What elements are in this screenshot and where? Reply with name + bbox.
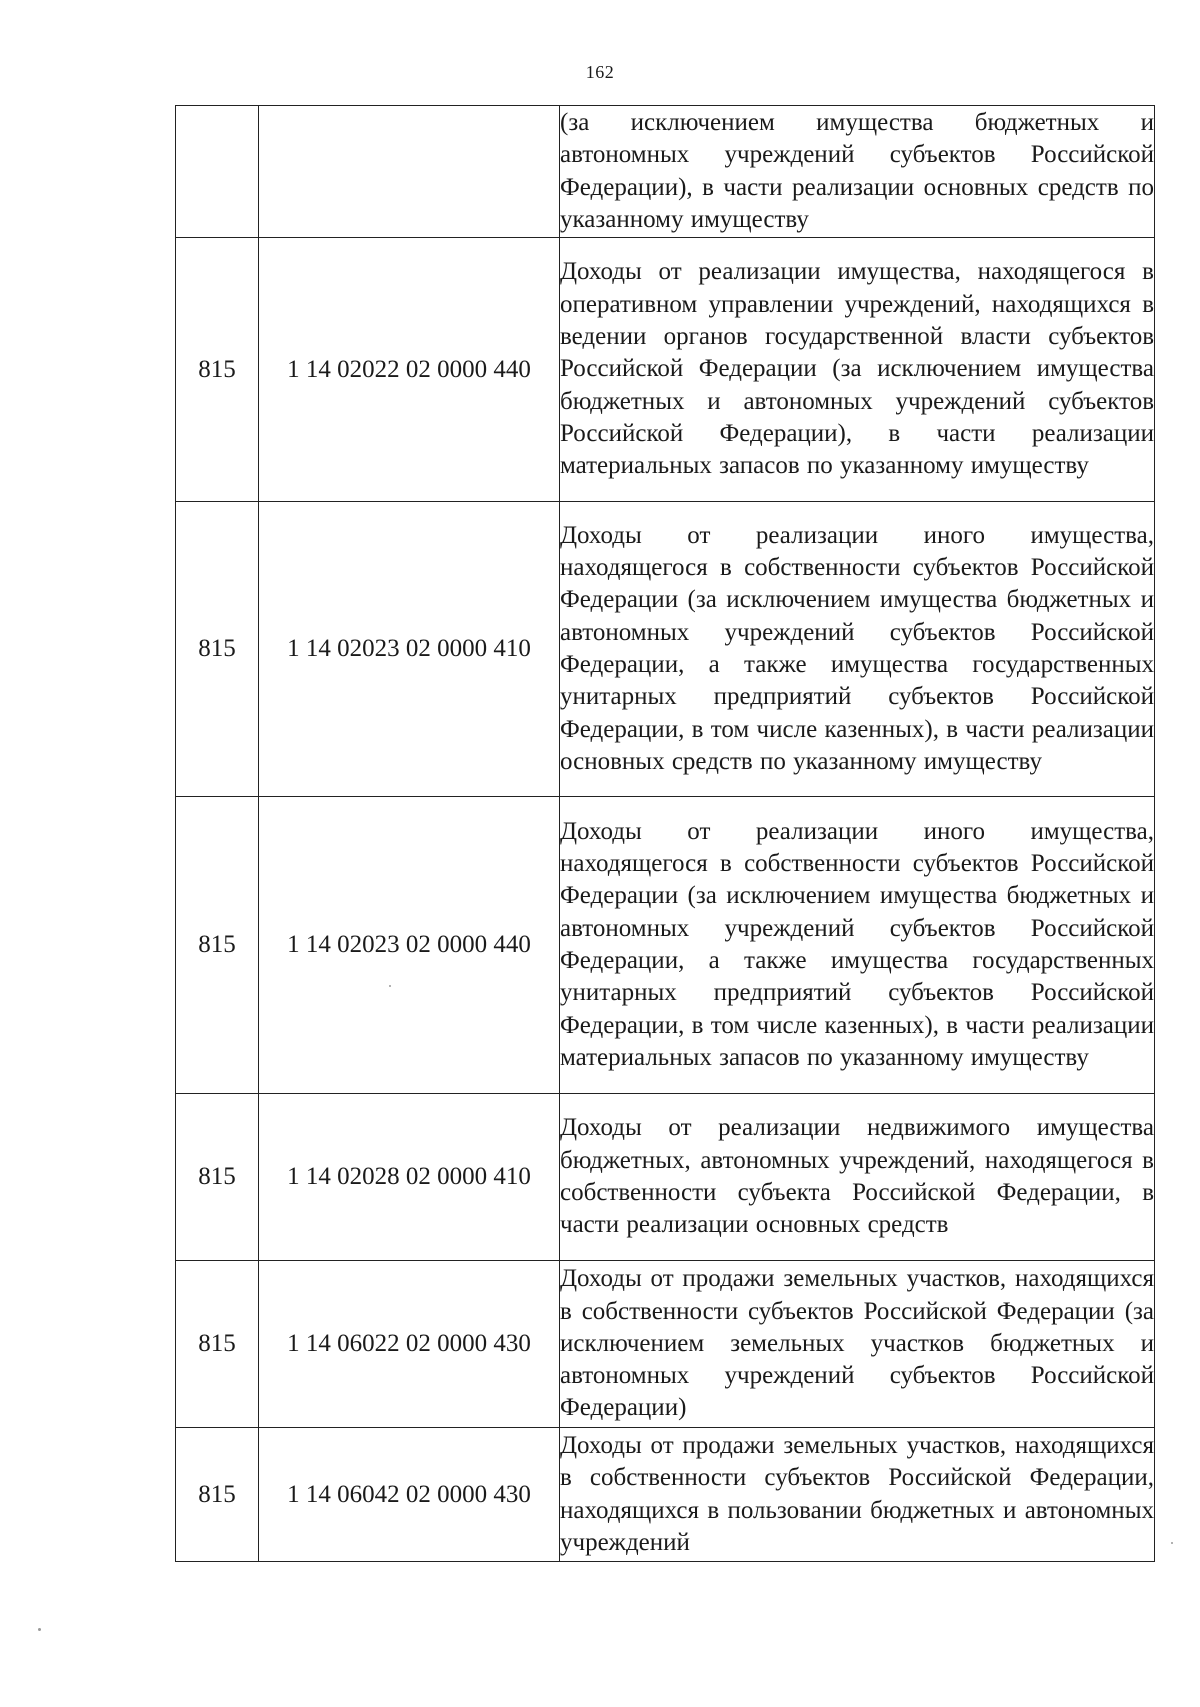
admin-code-cell: 815 [176, 238, 259, 502]
table-row [176, 797, 1155, 1094]
admin-code-cell: 815 [176, 1094, 259, 1261]
table-row [176, 1261, 1155, 1428]
revenue-code-cell: 1 14 06042 02 0000 430 [259, 1428, 560, 1562]
admin-code-cell: 815 [176, 1261, 259, 1428]
revenue-name-cell: Доходы от реализации имущества, находящегося в оперативном управлении учреждений, находящихся в ведении органов государственной власти субъектов Российской Федерации (за исключением имущества бюджетных и автономных учреждений субъектов Российской Федерации), в части реализации материальных запасов по указанному имуществу [560, 238, 1155, 502]
revenue-code-cell: 1 14 02023 02 0000 440 [259, 797, 560, 1094]
scan-speck [1171, 1542, 1173, 1544]
scan-speck [389, 985, 391, 987]
revenue-code-cell: 1 14 02022 02 0000 440 [259, 238, 560, 502]
revenue-name-cell: Доходы от продажи земельных участков, находящихся в собственности субъектов Российской Федерации (за исключением земельных участков бюджетных и автономных учреждений субъектов Российской Федерации) [560, 1261, 1155, 1428]
scan-speck [38, 1628, 41, 1631]
page-number: 162 [585, 62, 615, 82]
admin-code-cell [176, 106, 259, 238]
revenue-name-cell: Доходы от реализации иного имущества, находящегося в собственности субъектов Российской Федерации (за исключением имущества бюджетных и автономных учреждений субъектов Российской Федерации, а также имущества государственных унитарных предприятий субъектов Российской Федерации, в том числе казенных), в части реализации основных средств по указанному имуществу [560, 502, 1155, 797]
admin-code-cell: 815 [176, 502, 259, 797]
table-row [176, 238, 1155, 502]
admin-code-cell: 815 [176, 1428, 259, 1562]
revenue-name-cell: (за исключением имущества бюджетных и автономных учреждений субъектов Российской Федерации), в части реализации основных средств по указанному имуществу [560, 106, 1155, 238]
table-row [176, 1428, 1155, 1562]
revenue-code-cell: 1 14 02023 02 0000 410 [259, 502, 560, 797]
table-row [176, 106, 1155, 238]
table-row [176, 1094, 1155, 1261]
revenue-code-cell [259, 106, 560, 238]
budget-revenue-table [175, 105, 1155, 1562]
revenue-code-cell: 1 14 02028 02 0000 410 [259, 1094, 560, 1261]
admin-code-cell: 815 [176, 797, 259, 1094]
table-row [176, 502, 1155, 797]
revenue-name-cell: Доходы от реализации недвижимого имущества бюджетных, автономных учреждений, находящегося в собственности субъекта Российской Федерации, в части реализации основных средств [560, 1094, 1155, 1261]
revenue-name-cell: Доходы от продажи земельных участков, находящихся в собственности субъектов Российской Федерации, находящихся в пользовании бюджетных и автономных учреждений [560, 1428, 1155, 1562]
revenue-code-cell: 1 14 06022 02 0000 430 [259, 1261, 560, 1428]
revenue-name-cell: Доходы от реализации иного имущества, находящегося в собственности субъектов Российской Федерации (за исключением имущества бюджетных и автономных учреждений субъектов Российской Федерации, а также имущества государственных унитарных предприятий субъектов Российской Федерации, в том числе казенных), в части реализации материальных запасов по указанному имуществу [560, 797, 1155, 1094]
